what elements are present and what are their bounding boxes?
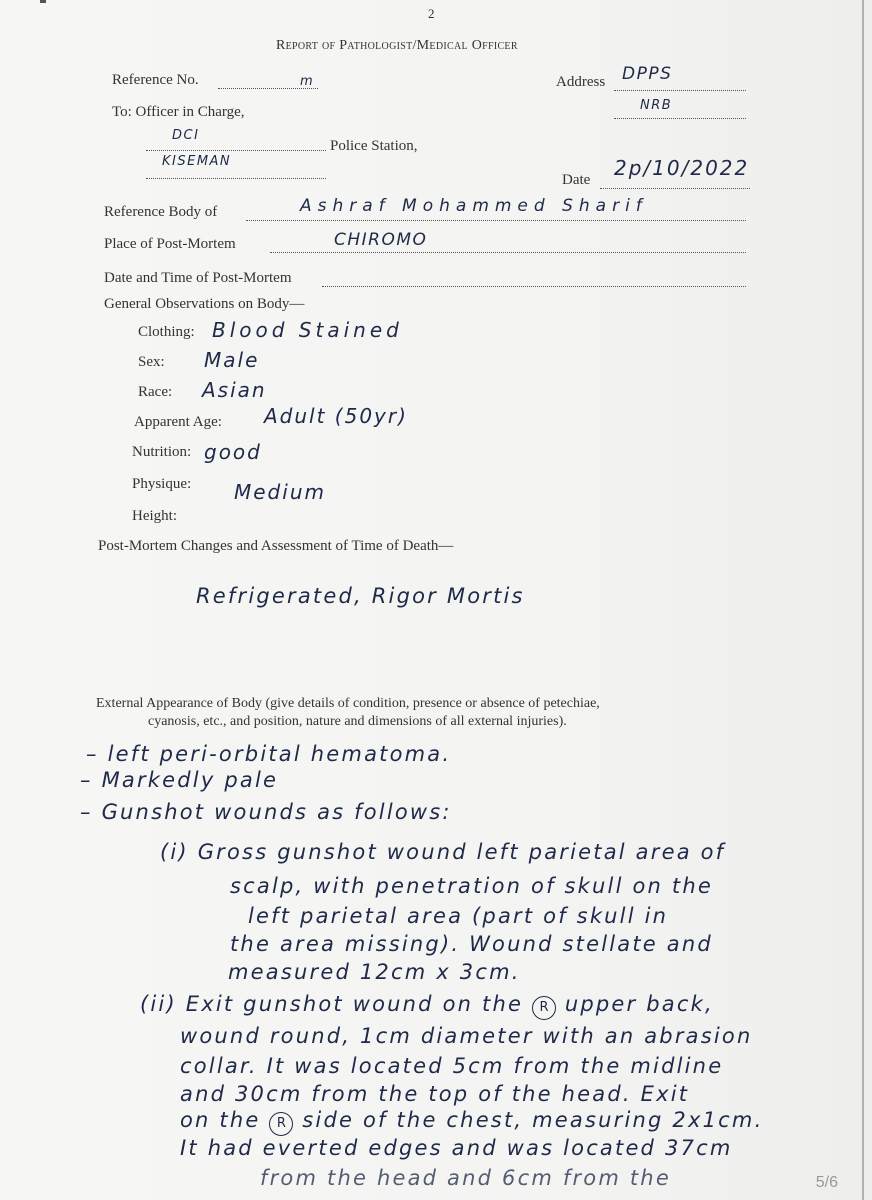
right-marker-icon: R <box>269 1112 293 1136</box>
note-segment: side of the chest, measuring 2x1cm. <box>302 1108 764 1132</box>
report-heading: Report of Pathologist/Medical Officer <box>276 38 518 53</box>
address-line-2 <box>614 118 746 119</box>
page-number: 2 <box>428 6 435 21</box>
note-line: (i) Gross gunshot wound left parietal area of <box>160 840 726 864</box>
to-officer-line-2 <box>146 178 326 179</box>
note-segment: on the <box>180 1108 261 1132</box>
scan-mark <box>40 0 46 3</box>
reference-body-value: Ashraf Mohammed Sharif <box>300 196 648 216</box>
place-line <box>270 252 746 253</box>
place-value: CHIROMO <box>334 230 428 250</box>
date-line <box>600 188 750 189</box>
date-value: 2p/10/2022 <box>614 156 750 180</box>
note-line: It had everted edges and was located 37cm <box>180 1136 733 1160</box>
external-label-line-1: External Appearance of Body (give details of condition, presence or absence of petechiae, <box>96 696 600 711</box>
right-marker-icon: R <box>532 996 556 1020</box>
reference-no-value: m <box>300 74 315 89</box>
date-label: Date <box>562 172 591 188</box>
datetime-line <box>322 286 746 287</box>
note-line <box>180 1108 763 1136</box>
note-line: wound round, 1cm diameter with an abrasion <box>180 1024 753 1048</box>
pm-changes-value: Refrigerated, Rigor Mortis <box>196 584 525 608</box>
clothing-value: Blood Stained <box>212 318 403 342</box>
page-edge <box>862 0 864 1200</box>
nutrition-value: good <box>204 440 262 464</box>
to-officer-value-2: KISEMAN <box>162 154 232 169</box>
general-observations-label: General Observations on Body— <box>104 296 305 312</box>
note-line: and 30cm from the top of the head. Exit <box>180 1082 690 1106</box>
page-counter-badge: 5/6 <box>815 1174 838 1191</box>
reference-no-label: Reference No. <box>112 72 199 88</box>
address-label: Address <box>556 74 606 90</box>
reference-body-label: Reference Body of <box>104 204 218 220</box>
datetime-label: Date and Time of Post-Mortem <box>104 270 292 286</box>
to-officer-value-1: DCI <box>172 128 200 143</box>
physique-label: Physique: <box>132 476 192 492</box>
race-label: Race: <box>138 384 173 400</box>
reference-body-line <box>246 220 746 221</box>
race-value: Asian <box>202 378 267 402</box>
clothing-label: Clothing: <box>138 324 195 340</box>
physique-value: Medium <box>234 480 326 504</box>
external-label-line-2: cyanosis, etc., and position, nature and dimensions of all external injuries). <box>148 714 567 729</box>
note-line: – Gunshot wounds as follows: <box>80 800 452 824</box>
to-officer-label: To: Officer in Charge, <box>112 104 245 120</box>
sex-value: Male <box>204 348 260 372</box>
note-line <box>140 992 714 1020</box>
note-line: – left peri-orbital hematoma. <box>86 742 452 766</box>
pm-changes-label: Post-Mortem Changes and Assessment of Time of Death— <box>98 538 454 554</box>
note-line: collar. It was located 5cm from the midline <box>180 1054 724 1078</box>
note-line: scalp, with penetration of skull on the <box>230 874 713 898</box>
height-label: Height: <box>132 508 177 524</box>
note-line: measured 12cm x 3cm. <box>228 960 521 984</box>
sex-label: Sex: <box>138 354 165 370</box>
nutrition-label: Nutrition: <box>132 444 192 460</box>
note-segment: upper back, <box>564 992 714 1016</box>
address-line-1 <box>614 90 746 91</box>
address-value-2: NRB <box>640 98 673 113</box>
place-label: Place of Post-Mortem <box>104 236 236 252</box>
note-line: – Markedly pale <box>80 768 279 792</box>
apparent-age-label: Apparent Age: <box>134 414 222 430</box>
note-line: from the head and 6cm from the <box>260 1166 671 1190</box>
police-station-label: Police Station, <box>330 138 418 154</box>
note-segment: (ii) Exit gunshot wound on the <box>140 992 524 1016</box>
note-line: the area missing). Wound stellate and <box>230 932 713 956</box>
address-value-1: DPPS <box>622 64 673 84</box>
note-line: left parietal area (part of skull in <box>248 904 669 928</box>
to-officer-line-1 <box>146 150 326 151</box>
apparent-age-value: Adult (50yr) <box>264 404 408 428</box>
